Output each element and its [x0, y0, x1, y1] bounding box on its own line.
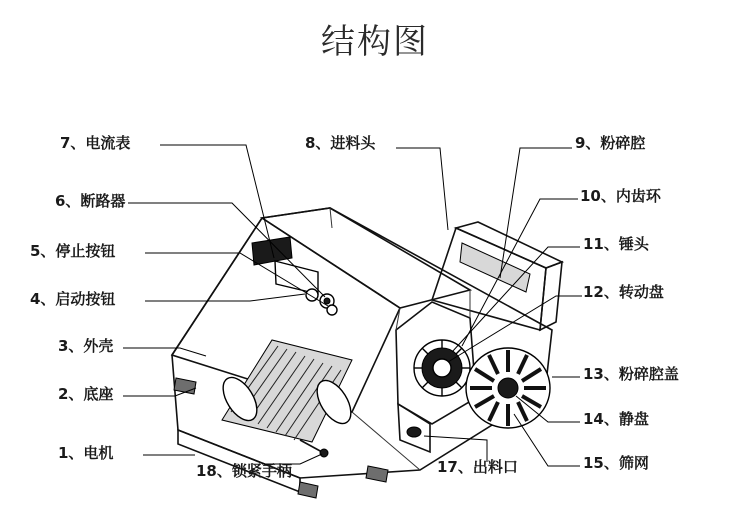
- label-ammeter: 7、电流表: [60, 134, 131, 152]
- discharge-port: [398, 404, 430, 452]
- label-base: 2、底座: [58, 385, 114, 403]
- label-circuit-breaker: 6、断路器: [55, 192, 126, 210]
- label-start-button: 4、启动按钮: [30, 290, 116, 308]
- label-lock-handle: 18、锁紧手柄: [196, 462, 292, 480]
- label-chamber-cover: 13、粉碎腔盖: [583, 365, 679, 383]
- feed-head: [432, 222, 562, 330]
- label-stop-button: 5、停止按钮: [30, 242, 116, 260]
- label-rotating-disc: 12、转动盘: [583, 283, 664, 301]
- lock-handle: [300, 440, 328, 457]
- label-feed-head: 8、进料头: [305, 134, 376, 152]
- label-discharge-port: 17、出料口: [437, 458, 518, 476]
- label-static-disc: 14、静盘: [583, 410, 649, 428]
- label-shell: 3、外壳: [58, 337, 114, 355]
- crushing-chamber: [396, 302, 476, 424]
- label-crushing-chamber: 9、粉碎腔: [575, 134, 646, 152]
- label-hammer: 11、锤头: [583, 235, 649, 253]
- page-title: 结构图: [321, 22, 429, 62]
- label-inner-gear-ring: 10、内齿环: [580, 187, 661, 205]
- label-screen-mesh: 15、筛网: [583, 454, 649, 472]
- label-motor: 1、电机: [58, 444, 114, 462]
- machine-illustration: [172, 208, 562, 498]
- chamber-cover: [466, 348, 550, 428]
- drum: [216, 340, 357, 442]
